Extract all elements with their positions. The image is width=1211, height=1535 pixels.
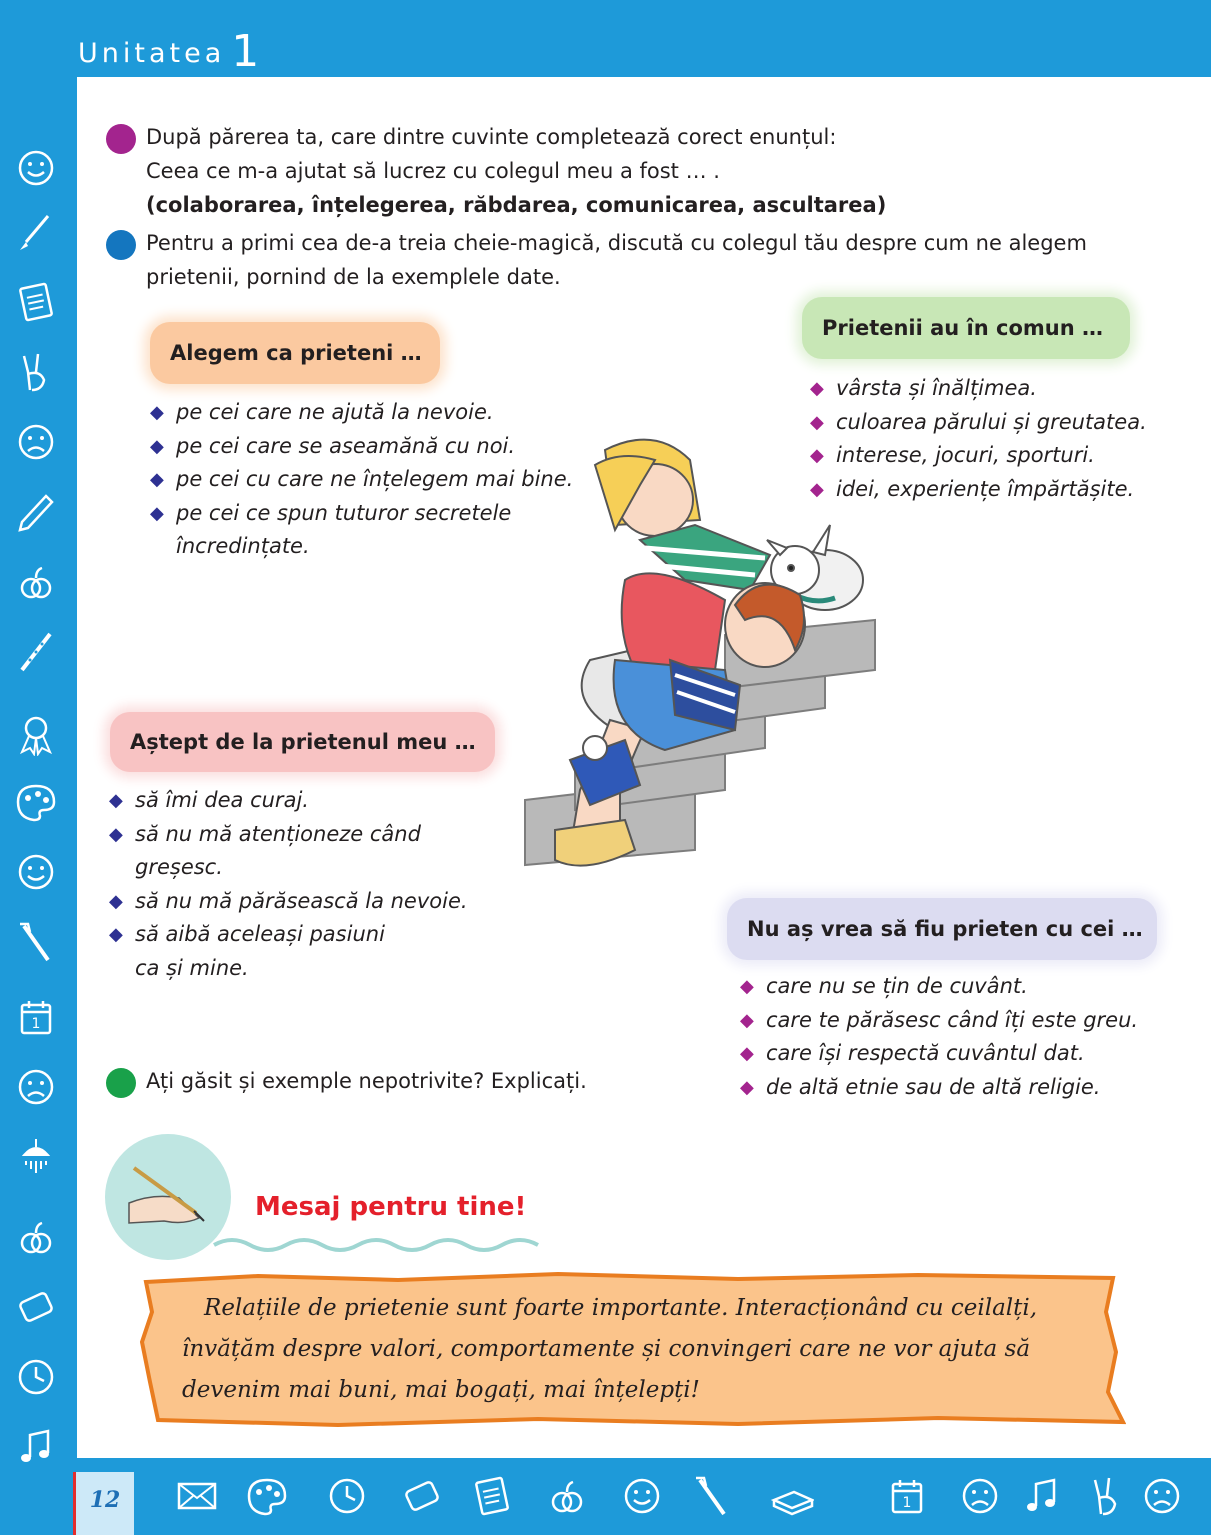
notebook-icon xyxy=(14,280,58,324)
unit-number: 1 xyxy=(231,26,264,77)
children-friends-illustration xyxy=(495,430,885,875)
pencil-icon xyxy=(14,490,58,534)
peace-hand-icon xyxy=(1085,1474,1129,1518)
common-traits-heading xyxy=(802,297,1130,359)
award-ribbon-icon xyxy=(14,712,58,756)
palette-icon xyxy=(245,1474,289,1518)
message-title: Mesaj pentru tine! xyxy=(255,1192,527,1222)
apple-icon xyxy=(14,560,58,604)
choose-friends-heading xyxy=(150,322,440,384)
smiley-icon xyxy=(14,146,58,190)
toothbrush-icon xyxy=(14,920,58,964)
apple-icon xyxy=(545,1474,589,1518)
avoid-friends-title: Nu aș vrea să fiu prieten cu cei … xyxy=(747,917,1143,941)
list-item: ◆ pe cei cu care ne înțelegem mai bine. xyxy=(150,463,580,497)
clock-icon xyxy=(14,1355,58,1399)
purple-bullet xyxy=(106,124,136,154)
book-icon xyxy=(770,1474,814,1518)
list-item: ◆ care te părăsesc când îți este greu. xyxy=(740,1004,1180,1038)
list-item: ◆ care nu se țin de cuvânt. xyxy=(740,970,1180,1004)
page-number: 12 xyxy=(73,1472,134,1535)
expectations-title: Aștept de la prietenul meu … xyxy=(130,730,476,754)
list-item: ◆ să aibă aceleași pasiuni xyxy=(109,918,509,952)
notebook-icon xyxy=(470,1474,514,1518)
list-item: ◆ să îmi dea curaj. xyxy=(109,784,509,818)
list-item: ◆ idei, experiențe împărtășite. xyxy=(810,473,1190,507)
music-note-icon xyxy=(14,1425,58,1469)
sad-face-icon xyxy=(1140,1474,1184,1518)
list-item: ◆ vârsta și înălțimea. xyxy=(810,372,1190,406)
list-item: ◆ care își respectă cuvântul dat. xyxy=(740,1037,1180,1071)
list-item: ◆ interese, jocuri, sporturi. xyxy=(810,439,1190,473)
question-1-options: (colaborarea, înțelegerea, răbdarea, comunicarea, ascultarea) xyxy=(146,193,887,217)
question-1-line2: Ceea ce m-a ajutat să lucrez cu colegul meu a fost … . xyxy=(146,159,720,183)
soap-icon xyxy=(14,1285,58,1329)
common-traits-title: Prietenii au în comun … xyxy=(822,316,1103,340)
expectations-heading xyxy=(110,712,495,772)
message-line-1: Relațiile de prietenie sunt foarte importante. Interacționând cu ceilalți, xyxy=(204,1295,1038,1321)
svg-text:1: 1 xyxy=(31,1016,41,1032)
sad-face-icon xyxy=(14,1065,58,1109)
flute-icon xyxy=(14,630,58,674)
svg-text:1: 1 xyxy=(902,1495,912,1511)
music-note-icon xyxy=(1020,1474,1064,1518)
apple-icon xyxy=(14,1215,58,1259)
brush-icon xyxy=(14,210,58,254)
peace-hand-icon xyxy=(14,350,58,394)
expectations-list xyxy=(109,784,509,985)
calendar-icon xyxy=(14,995,58,1039)
palette-icon xyxy=(14,780,58,824)
avoid-friends-heading xyxy=(727,898,1157,960)
smiley-icon xyxy=(620,1474,664,1518)
list-item: ◆ să nu mă atenționeze când xyxy=(109,818,509,852)
message-line-3: devenim mai buni, mai bogați, mai înțelepți! xyxy=(182,1377,700,1403)
unit-title xyxy=(78,22,264,77)
list-item: ◆ pe cei ce spun tuturor secretele xyxy=(150,497,580,531)
smiley-icon xyxy=(14,850,58,894)
list-item-continuation: încredințate. xyxy=(176,534,310,558)
question-2-line2: prietenii, pornind de la exemplele date. xyxy=(146,265,561,289)
list-item: ◆ pe cei care se aseamănă cu noi. xyxy=(150,430,580,464)
question-3: Ați găsit și exemple nepotrivite? Explicați. xyxy=(146,1069,587,1093)
shower-icon xyxy=(14,1135,58,1179)
soap-icon xyxy=(400,1474,444,1518)
blue-bullet xyxy=(106,230,136,260)
green-bullet xyxy=(106,1068,136,1098)
clock-icon xyxy=(325,1474,369,1518)
envelope-icon xyxy=(175,1474,219,1518)
message-line-2: învățăm despre valori, comportamente și convingeri care ne vor ajuta să xyxy=(182,1336,1031,1362)
list-item: ◆ pe cei care ne ajută la nevoie. xyxy=(150,396,580,430)
list-item: ◆ să nu mă părăsească la nevoie. xyxy=(109,885,509,919)
toothbrush-icon xyxy=(690,1474,734,1518)
question-1 xyxy=(146,120,1146,222)
choose-friends-title: Alegem ca prieteni … xyxy=(170,341,422,365)
question-2 xyxy=(146,226,1166,294)
list-item-continuation: ca și mine. xyxy=(135,955,249,980)
avoid-friends-list xyxy=(740,970,1180,1104)
calendar-icon xyxy=(885,1474,929,1518)
question-2-line1: Pentru a primi cea de-a treia cheie-magică, discută cu colegul tău despre cum ne alegem xyxy=(146,231,1087,255)
question-1-line1: După părerea ta, care dintre cuvinte completează corect enunțul: xyxy=(146,125,837,149)
sad-face-icon xyxy=(14,420,58,464)
unit-label: Unitatea xyxy=(78,38,226,69)
list-item-continuation: greșesc. xyxy=(135,855,223,879)
message-text xyxy=(182,1288,1112,1411)
list-item: ◆ culoarea părului și greutatea. xyxy=(810,406,1190,440)
sad-face-icon xyxy=(958,1474,1002,1518)
list-item: ◆ de altă etnie sau de altă religie. xyxy=(740,1071,1180,1105)
